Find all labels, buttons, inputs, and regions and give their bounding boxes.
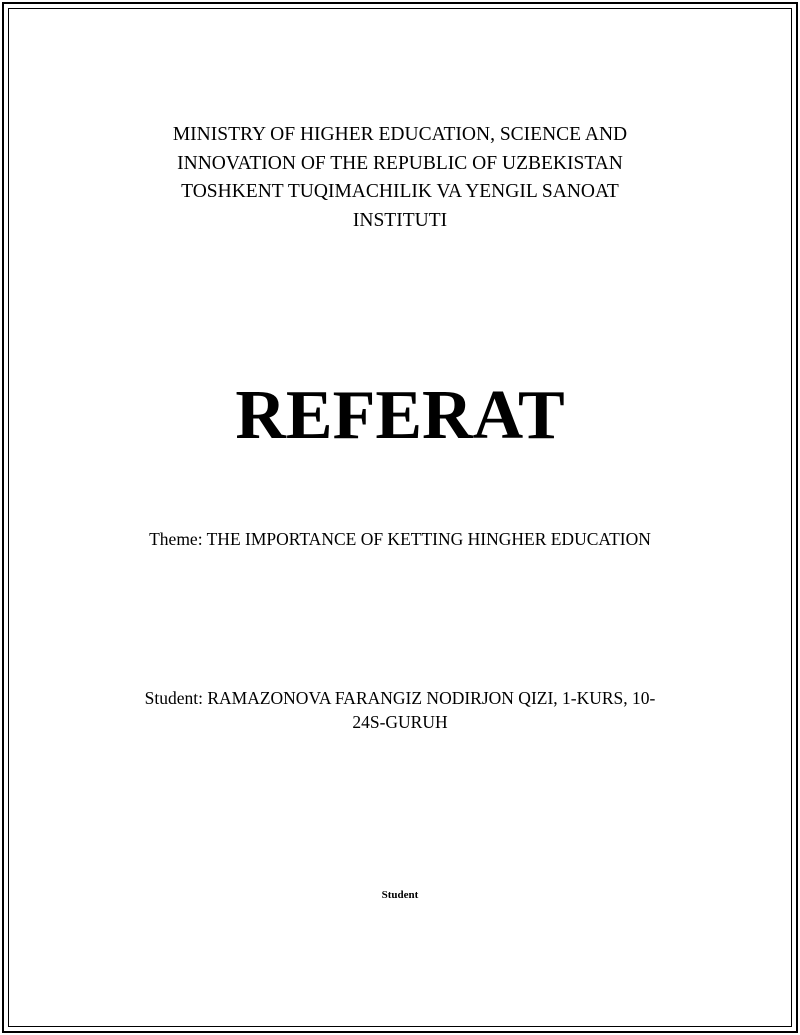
student-info-line-1: Student: RAMAZONOVA FARANGIZ NODIRJON QIZI, 1-KURS, 10- [144,688,656,708]
institution-header [100,121,700,235]
theme-line: Theme: THE IMPORTANCE OF KETTING HINGHER EDUCATION [149,529,651,549]
signature-label: Student [381,889,419,901]
document-title: REFERAT [235,377,565,454]
header-line-2: INNOVATION OF THE REPUBLIC OF UZBEKISTAN [177,152,623,174]
header-line-1: MINISTRY OF HIGHER EDUCATION, SCIENCE AND [172,124,628,145]
student-info-line-2: 24S-GURUH [352,712,448,732]
header-line-3: TOSHKENT TUQIMACHILIK VA YENGIL SANOAT [181,181,619,202]
student-info [100,686,700,734]
header-line-4: INSTITUTI [352,209,448,231]
